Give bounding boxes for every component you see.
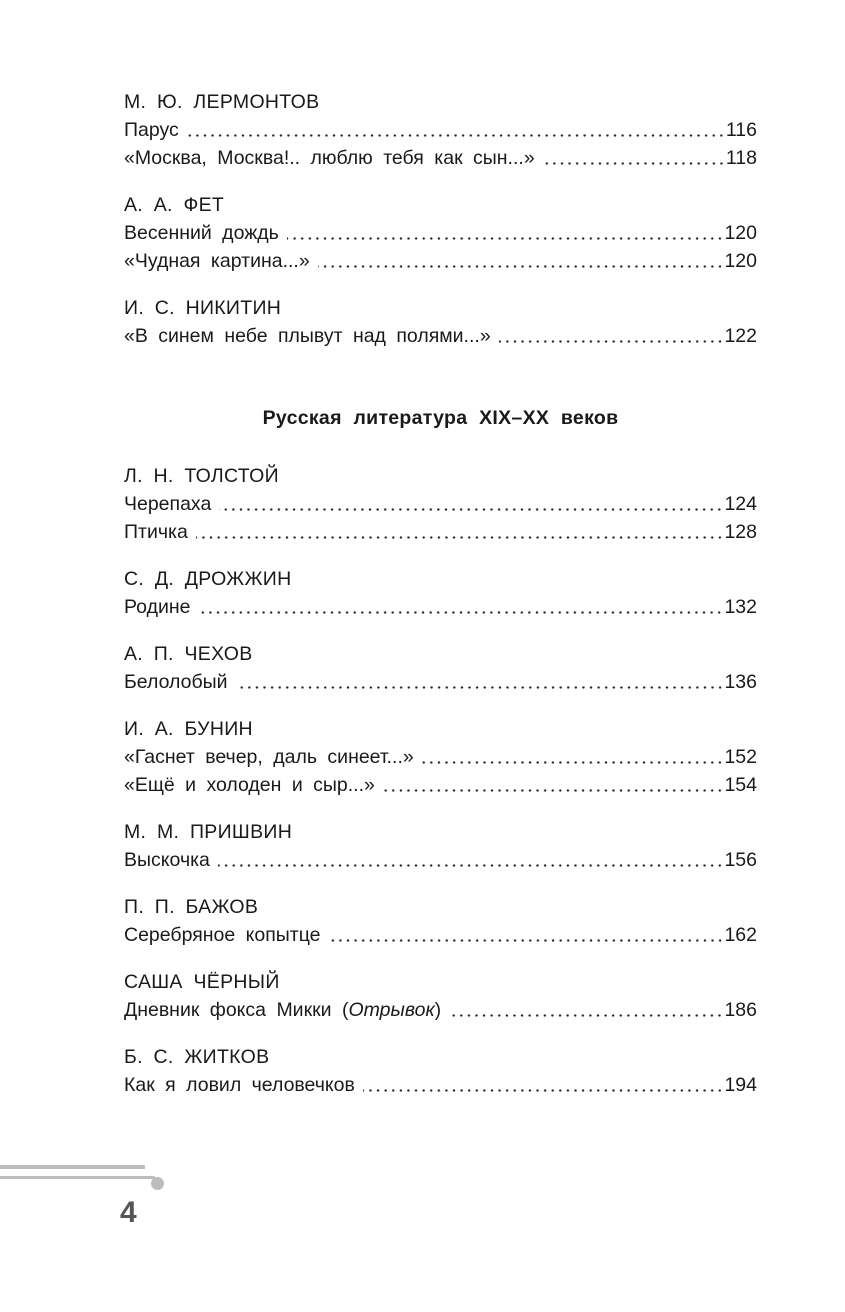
entry-title <box>124 1071 363 1099</box>
entry-title-text: Выскочка <box>124 849 210 871</box>
footer-decor-dot <box>151 1177 164 1190</box>
entry-page: 194 <box>724 1074 757 1096</box>
entry-page: 118 <box>725 147 757 169</box>
author-name: Л. Н. ТОЛСТОЙ <box>124 465 279 487</box>
entry-note: Отрывок <box>348 999 435 1021</box>
toc-entry[interactable] <box>124 1071 757 1099</box>
entry-title <box>124 743 422 771</box>
author-group <box>124 968 757 1024</box>
entry-title <box>124 846 218 874</box>
toc-entry[interactable] <box>124 247 757 275</box>
dot-leader <box>543 162 725 165</box>
entry-page: 156 <box>724 849 757 871</box>
dot-leader <box>287 237 724 240</box>
entry-title <box>124 668 236 696</box>
author-name: И. А. БУНИН <box>124 718 253 740</box>
toc-entry[interactable] <box>124 116 757 144</box>
entry-page: 128 <box>724 521 757 543</box>
entry-title-text: Дневник фокса Микки <box>124 999 332 1021</box>
dot-leader <box>196 536 724 539</box>
toc-entry[interactable] <box>124 144 757 172</box>
author-group <box>124 565 757 621</box>
dot-leader <box>422 761 724 764</box>
entry-title-text: «Ещё и холоден и сыр...» <box>124 774 375 796</box>
author-name: А. П. ЧЕХОВ <box>124 643 253 665</box>
toc-entry[interactable] <box>124 996 757 1024</box>
page-number: 4 <box>120 1196 137 1229</box>
author-name: С. Д. ДРОЖЖИН <box>124 568 292 590</box>
entry-title-text: Птичка <box>124 521 188 543</box>
toc-entry[interactable] <box>124 668 757 696</box>
author-group <box>124 294 757 350</box>
entry-title-text: «Москва, Москва!.. люблю тебя как сын...» <box>124 147 535 169</box>
author-name: П. П. БАЖОВ <box>124 896 259 918</box>
toc-section-entries <box>124 462 757 1099</box>
entry-title <box>124 247 318 275</box>
entry-title <box>124 921 329 949</box>
dot-leader <box>383 789 724 792</box>
entry-title-text: Черепаха <box>124 493 212 515</box>
entry-page: 162 <box>724 924 757 946</box>
toc-entry[interactable] <box>124 219 757 247</box>
dot-leader <box>198 611 723 614</box>
entry-title-text: Весенний дождь <box>124 222 279 244</box>
dot-leader <box>329 939 724 942</box>
entry-title-text: Серебряное копытце <box>124 924 321 946</box>
author-group <box>124 191 757 275</box>
dot-leader <box>236 686 724 689</box>
toc-entry[interactable] <box>124 593 757 621</box>
entry-page: 186 <box>724 999 757 1021</box>
dot-leader <box>449 1014 723 1017</box>
author-name: М. М. ПРИШВИН <box>124 821 293 843</box>
entry-page: 120 <box>724 222 757 244</box>
author-group <box>124 715 757 799</box>
entry-title <box>124 144 543 172</box>
entry-page: 124 <box>724 493 757 515</box>
toc-entry[interactable] <box>124 743 757 771</box>
footer-decor-line <box>0 1165 145 1169</box>
entry-page: 132 <box>724 596 757 618</box>
toc-entry[interactable] <box>124 921 757 949</box>
entry-title-text: «Гаснет вечер, даль синеет...» <box>124 746 414 768</box>
author-name: САША ЧЁРНЫЙ <box>124 971 280 993</box>
dot-leader <box>499 340 724 343</box>
author-name: Б. С. ЖИТКОВ <box>124 1046 270 1068</box>
dot-leader <box>187 134 725 137</box>
section-heading: Русская литература XIX–XX веков <box>262 407 619 429</box>
footer-decor-line <box>0 1176 156 1179</box>
toc-entry[interactable] <box>124 518 757 546</box>
dot-leader <box>219 508 723 511</box>
entry-page: 136 <box>724 671 757 693</box>
entry-title <box>124 116 187 144</box>
entry-page: 154 <box>724 774 757 796</box>
entry-title-text: Парус <box>124 119 179 141</box>
entry-title-text: «Чудная картина...» <box>124 250 310 272</box>
author-group <box>124 893 757 949</box>
entry-page: 122 <box>724 325 757 347</box>
entry-title-text: Белолобый <box>124 671 228 693</box>
entry-title-text: Родине <box>124 596 191 618</box>
entry-title: Дневник фокса Микки (Отрывок) <box>124 999 442 1021</box>
entry-title <box>124 771 383 799</box>
toc-entry[interactable] <box>124 490 757 518</box>
author-name: М. Ю. ЛЕРМОНТОВ <box>124 91 320 113</box>
entry-page: 116 <box>725 119 757 141</box>
author-name: А. А. ФЕТ <box>124 194 225 216</box>
author-group <box>124 1043 757 1099</box>
author-group <box>124 640 757 696</box>
toc-entry[interactable] <box>124 322 757 350</box>
toc-entry[interactable] <box>124 771 757 799</box>
author-name: И. С. НИКИТИН <box>124 297 282 319</box>
entry-page: 120 <box>724 250 757 272</box>
entry-title <box>124 593 198 621</box>
author-group <box>124 462 757 546</box>
entry-title <box>124 322 499 350</box>
dot-leader <box>318 265 724 268</box>
table-of-contents <box>124 88 757 1099</box>
author-group <box>124 88 757 172</box>
entry-title <box>124 219 287 247</box>
entry-title <box>124 490 219 518</box>
toc-entry[interactable] <box>124 846 757 874</box>
entry-page: 152 <box>724 746 757 768</box>
entry-title <box>124 518 196 546</box>
author-group <box>124 818 757 874</box>
entry-title-text: Как я ловил человечков <box>124 1074 355 1096</box>
dot-leader <box>218 864 724 867</box>
entry-title-text: «В синем небе плывут над полями...» <box>124 325 491 347</box>
toc-before-section <box>124 88 757 350</box>
dot-leader <box>363 1089 724 1092</box>
